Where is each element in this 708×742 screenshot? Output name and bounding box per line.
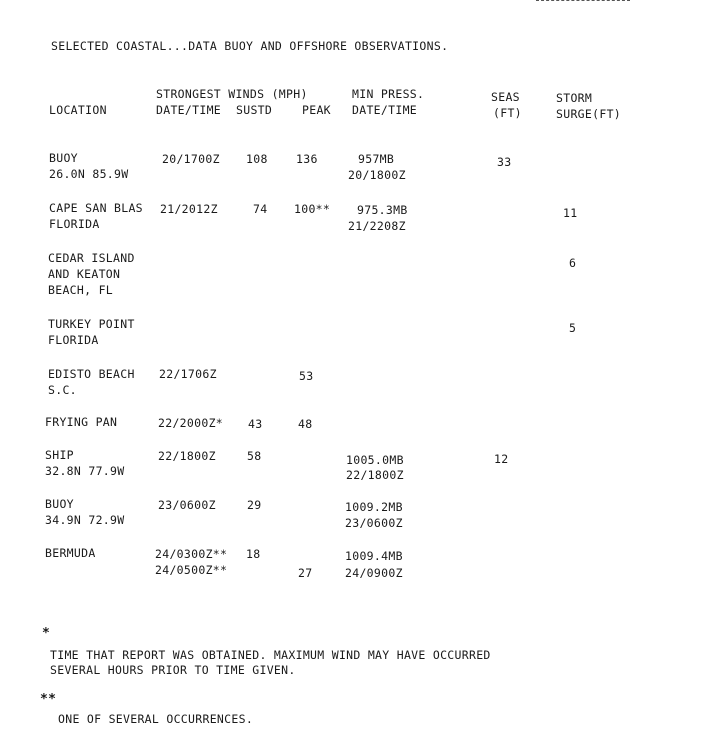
row-datetime-2: 24/0500Z** [155,563,228,577]
row-location: BUOY [45,497,74,511]
row-datetime: 22/1800Z [158,449,216,463]
row-press-datetime: 20/1800Z [348,168,406,182]
row-location: BUOY [49,151,78,165]
row-location-line2: 34.9N 72.9W [45,513,125,527]
row-location-line2: AND KEATON [48,267,121,281]
row-peak: 53 [299,369,314,383]
row-seas: 12 [494,452,509,466]
row-location: TURKEY POINT [48,317,135,331]
footnote-double-asterisk: ** [40,692,57,707]
footnote-1-line2: SEVERAL HOURS PRIOR TO TIME GIVEN. [50,663,296,677]
row-location-line2: FLORIDA [49,217,100,231]
header-seas-unit: (FT) [493,106,522,120]
row-location: EDISTO BEACH [48,367,135,381]
header-min-press: MIN PRESS. [352,87,425,101]
row-location: FRYING PAN [45,415,118,429]
header-seas: SEAS [491,90,520,104]
row-press-datetime: 21/2208Z [348,219,406,233]
row-sustd: 43 [248,417,263,431]
row-peak: 27 [298,566,313,580]
header-peak: PEAK [302,103,331,117]
row-peak: 48 [298,417,313,431]
row-location-line2: S.C. [48,383,77,397]
row-press: 1009.2MB [345,500,403,514]
row-location: SHIP [45,448,74,462]
row-sustd: 58 [247,449,262,463]
footnote-2: ONE OF SEVERAL OCCURRENCES. [58,712,254,726]
footnote-asterisk: * [42,626,51,641]
row-datetime: 20/1700Z [162,152,220,166]
row-location-line2: 32.8N 77.9W [45,464,125,478]
row-datetime: 22/1706Z [159,367,217,381]
row-sustd: 108 [246,152,268,166]
row-press-datetime: 24/0900Z [345,566,403,580]
row-location: CAPE SAN BLAS [49,201,143,215]
header-storm: STORM [556,91,593,105]
top-edge-rule [536,0,630,1]
row-location: BERMUDA [45,546,96,560]
row-peak: 100** [294,202,331,216]
row-sustd: 18 [246,547,261,561]
row-location: CEDAR ISLAND [48,251,135,265]
row-surge: 11 [563,206,578,220]
row-datetime: 23/0600Z [158,498,216,512]
header-surge-unit: SURGE(FT) [556,107,622,121]
row-surge: 6 [569,256,577,270]
header-location: LOCATION [49,103,107,117]
row-surge: 5 [569,321,577,335]
row-press-datetime: 23/0600Z [345,516,403,530]
footnote-1-line1: TIME THAT REPORT WAS OBTAINED. MAXIMUM WIND MAY HAVE OCCURRED [50,648,491,662]
row-seas: 33 [497,155,512,169]
row-location-line3: BEACH, FL [48,283,114,297]
row-press-datetime: 22/1800Z [346,468,404,482]
row-sustd: 74 [253,202,268,216]
row-datetime: 21/2012Z [160,202,218,216]
row-press: 957MB [358,152,395,166]
row-datetime: 24/0300Z** [155,547,228,561]
header-winds: STRONGEST WINDS (MPH) [156,87,308,101]
header-datetime: DATE/TIME [156,103,222,117]
row-location-line2: 26.0N 85.9W [49,167,129,181]
header-press-datetime: DATE/TIME [352,103,418,117]
row-press: 1009.4MB [345,549,403,563]
row-datetime: 22/2000Z* [158,416,224,430]
header-sustd: SUSTD [236,103,273,117]
row-peak: 136 [296,152,318,166]
page-title: SELECTED COASTAL...DATA BUOY AND OFFSHORE OBSERVATIONS. [51,39,449,53]
row-press: 1005.0MB [346,453,404,467]
row-press: 975.3MB [357,203,408,217]
row-location-line2: FLORIDA [48,333,99,347]
row-sustd: 29 [247,498,262,512]
